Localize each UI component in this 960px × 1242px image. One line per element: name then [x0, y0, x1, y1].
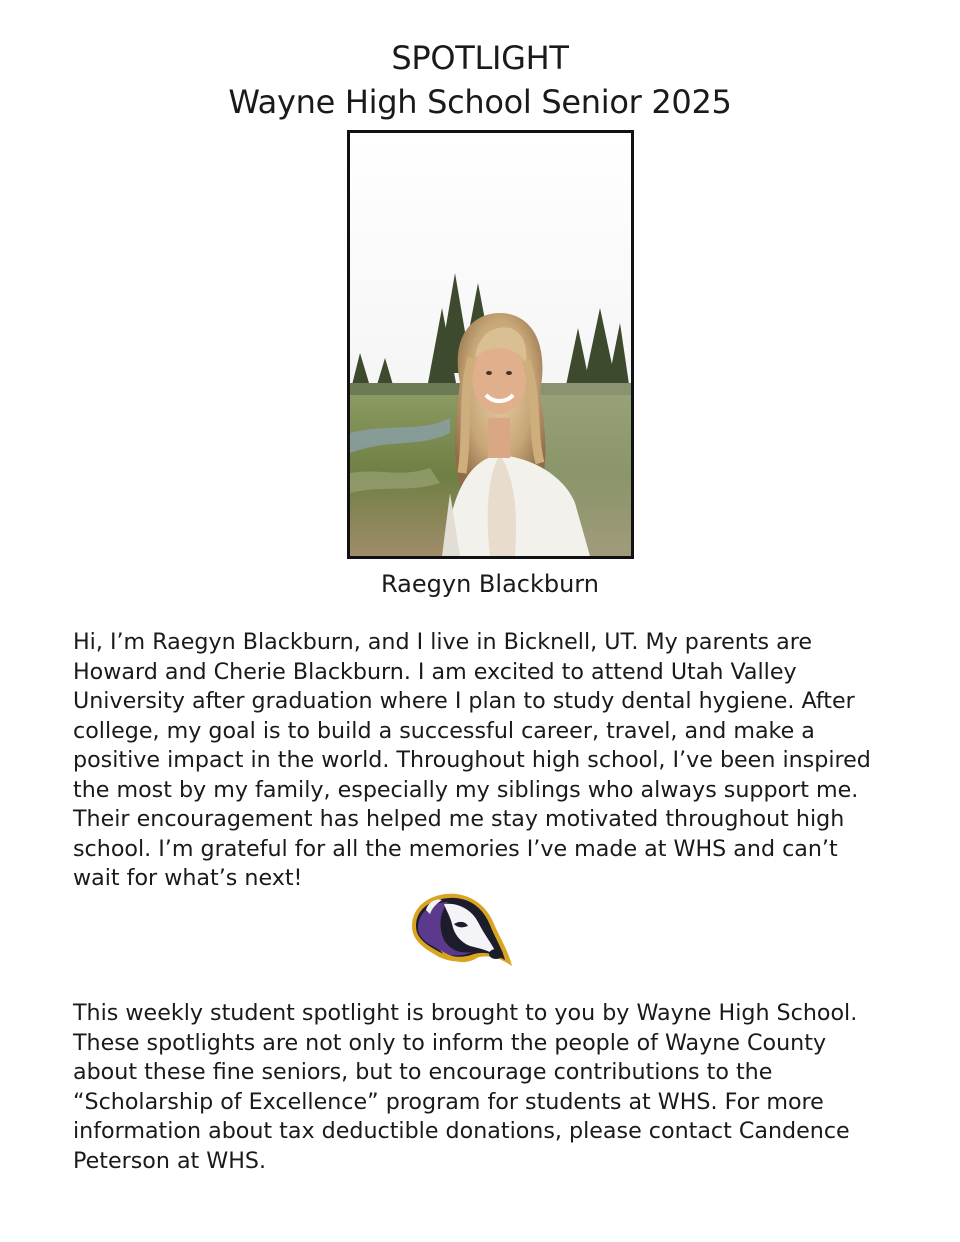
footer-line: about these fine seniors, but to encourage contributions to the [73, 1059, 773, 1085]
page-title: SPOTLIGHT [391, 39, 569, 77]
badger-mascot-logo [404, 888, 516, 974]
page-subtitle: Wayne High School Senior 2025 [228, 83, 732, 121]
student-portrait-photo-icon [350, 133, 631, 556]
student-name-caption: Raegyn Blackburn [381, 570, 599, 598]
bio-line: Their encouragement has helped me stay motivated throughout high [73, 806, 845, 832]
badger-mascot-icon [404, 888, 516, 974]
footer-line: Peterson at WHS. [73, 1147, 267, 1174]
student-bio [73, 628, 903, 894]
bio-line: college, my goal is to build a successful career, travel, and make a [73, 717, 815, 744]
bio-line: Howard and Cherie Blackburn. I am excited to attend Utah Valley [73, 658, 797, 685]
bio-line: University after graduation where I plan to study dental hygiene. After [73, 688, 855, 714]
bio-line: positive impact in the world. Throughout high school, I’ve been inspired [73, 747, 871, 773]
footer-line: information about tax deductible donations, please contact Candence [73, 1118, 850, 1144]
sponsor-note [73, 999, 903, 1176]
footer-line: “Scholarship of Excellence” program for students at WHS. For more [73, 1088, 824, 1115]
bio-line: the most by my family, especially my siblings who always support me. [73, 776, 859, 803]
bio-line: wait for what’s next! [73, 865, 303, 891]
bio-line: Hi, I’m Raegyn Blackburn, and I live in Bicknell, UT. My parents are [73, 629, 813, 655]
footer-line: These spotlights are not only to inform the people of Wayne County [73, 1029, 827, 1056]
bio-line: school. I’m grateful for all the memories I’ve made at WHS and can’t [73, 835, 838, 862]
student-photo [347, 130, 634, 559]
footer-line: This weekly student spotlight is brought to you by Wayne High School. [73, 1000, 858, 1026]
